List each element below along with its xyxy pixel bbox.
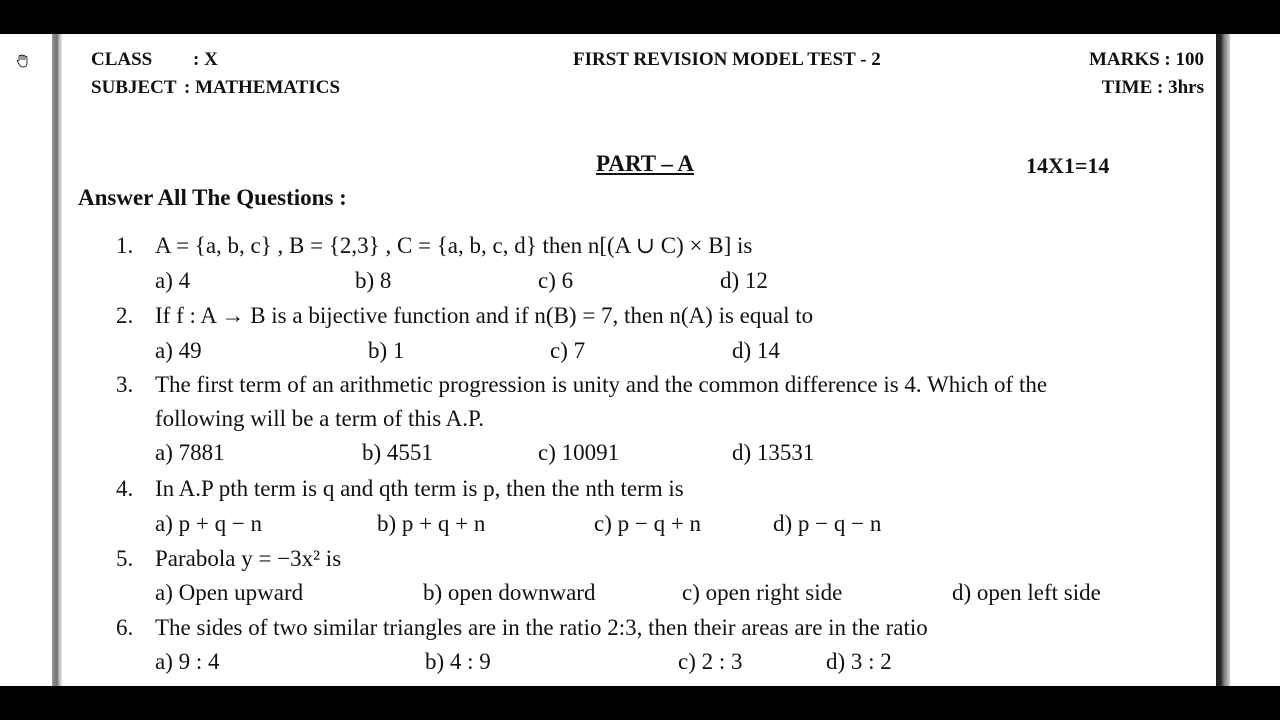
subject-label: SUBJECT	[91, 77, 177, 98]
part-marks: 14X1=14	[1026, 153, 1110, 178]
option-c: c) p − q + n	[594, 511, 702, 536]
option-a: a) 4	[155, 268, 191, 293]
option-a: a) 49	[155, 338, 202, 363]
hand-cursor-icon	[14, 52, 32, 70]
option-a: a) Open upward	[155, 580, 304, 605]
question-number: 6.	[116, 615, 134, 640]
option-a: a) p + q − n	[155, 511, 263, 536]
question-number: 3.	[116, 372, 134, 397]
viewer-gutter	[0, 34, 52, 686]
part-title: PART – A	[596, 151, 695, 176]
question-number: 4.	[116, 476, 134, 501]
time-allowed: TIME : 3hrs	[1101, 77, 1204, 98]
option-a: a) 9 : 4	[155, 649, 220, 674]
option-d: d) 13531	[732, 440, 815, 465]
subject-value: : MATHEMATICS	[184, 77, 341, 98]
question-text: In A.P pth term is q and qth term is p, then the nth term is	[155, 476, 684, 501]
option-b: b) open downward	[423, 580, 596, 605]
page-shadow-right	[1216, 34, 1230, 686]
video-letterbox-bottom	[0, 686, 1280, 720]
class-label: CLASS	[91, 49, 153, 70]
question-text-line1: The first term of an arithmetic progression is unity and the common difference is 4. Which of the	[155, 372, 1048, 397]
option-b: b) 1	[368, 338, 405, 363]
option-c: c) 7	[550, 338, 586, 363]
question-text: The sides of two similar triangles are in the ratio 2:3, then their areas are in the ratio	[155, 615, 928, 640]
option-d: d) 14	[732, 338, 780, 363]
option-c: c) open right side	[682, 580, 843, 605]
option-d: d) open left side	[952, 580, 1101, 605]
question-text-line2: following will be a term of this A.P.	[155, 406, 485, 431]
option-b: b) 8	[355, 268, 392, 293]
question-number: 1.	[116, 233, 134, 258]
question-text: Parabola y = −3x² is	[155, 546, 342, 571]
test-title: FIRST REVISION MODEL TEST - 2	[573, 49, 881, 70]
option-a: a) 7881	[155, 440, 225, 465]
option-d: d) 3 : 2	[826, 649, 892, 674]
instruction: Answer All The Questions :	[78, 185, 347, 210]
question-text: A = {a, b, c} , B = {2,3} , C = {a, b, c, d} then n[(A ∪ C) × B] is	[155, 233, 753, 258]
option-c: c) 2 : 3	[678, 649, 743, 674]
option-c: c) 6	[538, 268, 574, 293]
video-letterbox-top	[0, 0, 1280, 34]
option-b: b) 4 : 9	[425, 649, 491, 674]
option-d: d) 12	[720, 268, 768, 293]
page-shadow-left	[52, 34, 62, 686]
question-text: If f : A → B is a bijective function and if n(B) = 7, then n(A) is equal to	[155, 303, 814, 328]
document-viewer[interactable]	[0, 34, 1280, 686]
question-number: 2.	[116, 303, 134, 328]
option-b: b) 4551	[362, 440, 433, 465]
max-marks: MARKS : 100	[1088, 49, 1204, 70]
class-value: : X	[193, 49, 218, 70]
option-b: b) p + q + n	[377, 511, 486, 536]
exam-page	[62, 34, 1216, 686]
question-number: 5.	[116, 546, 134, 571]
option-c: c) 10091	[538, 440, 620, 465]
option-d: d) p − q − n	[773, 511, 882, 536]
